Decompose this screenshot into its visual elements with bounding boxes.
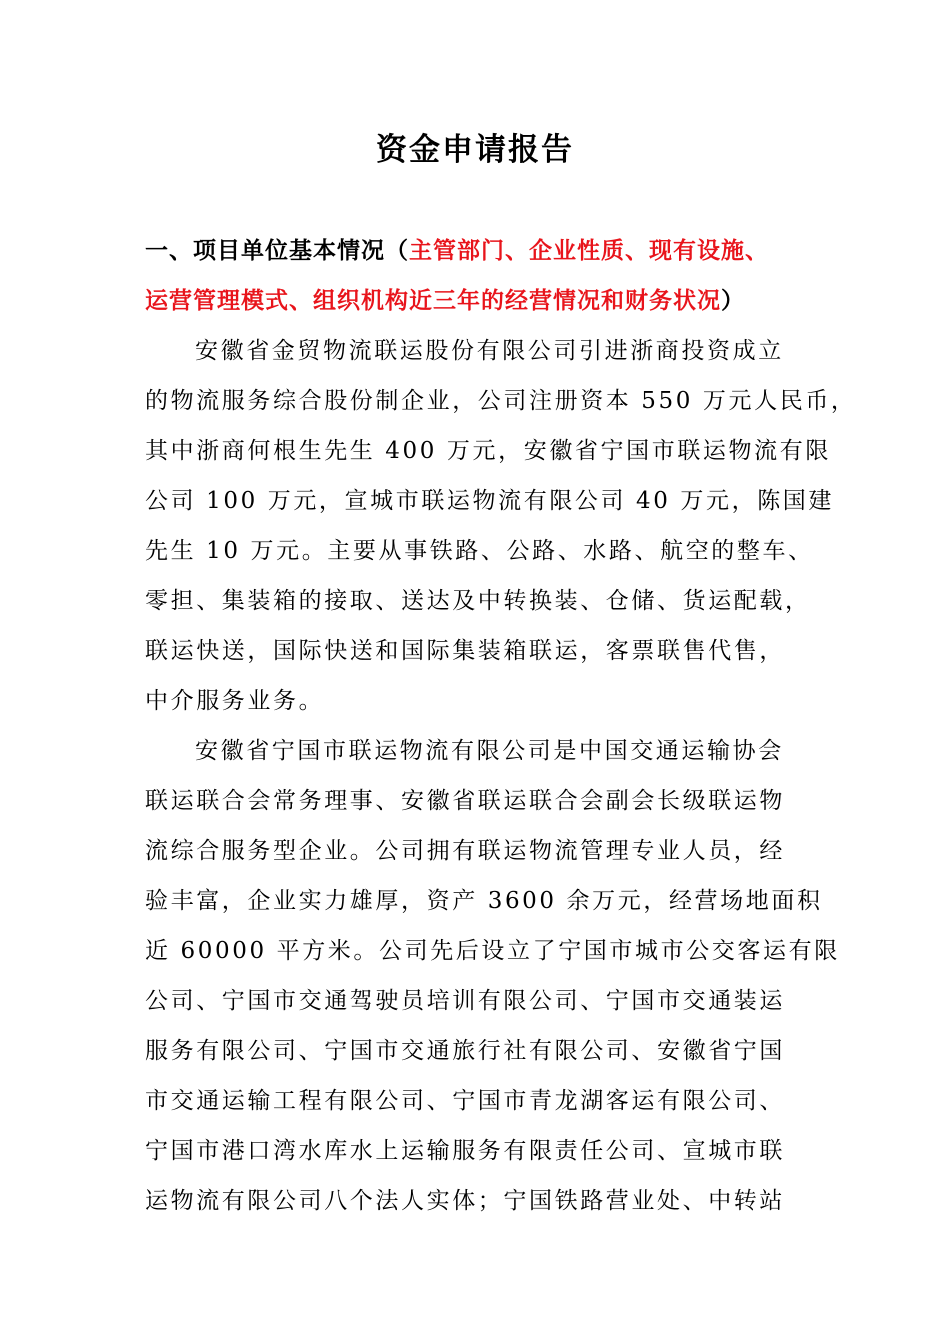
- section-heading-prefix: 一、项目单位基本情况（: [145, 237, 409, 264]
- paragraph-2-line: 运物流有限公司八个法人实体；宁国铁路营业处、中转站: [145, 1188, 785, 1214]
- paragraph-1-line: 零担、集装箱的接取、送达及中转换装、仓储、货运配载，: [145, 588, 811, 614]
- paragraph-2-line: 安徽省宁国市联运物流有限公司是中国交通运输协会: [195, 738, 784, 764]
- paragraph-2-line: 市交通运输工程有限公司、宁国市青龙湖客运有限公司、: [145, 1088, 785, 1114]
- paragraph-2-line: 宁国市港口湾水库水上运输服务有限责任公司、宣城市联: [145, 1138, 785, 1164]
- section-heading-line-2: [145, 286, 835, 316]
- paragraph-1-line: 的物流服务综合股份制企业，公司注册资本 550 万元人民币，: [145, 388, 857, 414]
- section-heading-suffix: ）: [721, 287, 745, 314]
- paragraph-2-line: 流综合服务型企业。公司拥有联运物流管理专业人员，经: [145, 838, 785, 864]
- paragraph-1-line: 中介服务业务。: [145, 688, 325, 714]
- paragraph-2-line: 公司、宁国市交通驾驶员培训有限公司、宁国市交通装运: [145, 988, 785, 1014]
- section-heading-line-1: [145, 236, 835, 266]
- paragraph-2-line: 验丰富，企业实力雄厚，资产 3600 余万元，经营场地面积: [145, 888, 823, 914]
- section-heading-red-part-1: 主管部门、企业性质、现有设施、: [409, 237, 769, 264]
- paragraph-2-line: 联运联合会常务理事、安徽省联运联合会副会长级联运物: [145, 788, 785, 814]
- paragraph-2-line: 近 60000 平方米。公司先后设立了宁国市城市公交客运有限: [145, 938, 840, 964]
- section-heading-red-part-2: 运营管理模式、组织机构近三年的经营情况和财务状况: [145, 287, 721, 314]
- document-title: 资金申请报告: [376, 132, 574, 168]
- paragraph-2-line: 服务有限公司、宁国市交通旅行社有限公司、安徽省宁国: [145, 1038, 785, 1064]
- paragraph-1-line: 联运快送，国际快送和国际集装箱联运，客票联售代售，: [145, 638, 785, 664]
- paragraph-1-line: 其中浙商何根生先生 400 万元，安徽省宁国市联运物流有限: [145, 438, 831, 464]
- paragraph-1-line: 安徽省金贸物流联运股份有限公司引进浙商投资成立: [195, 338, 784, 364]
- paragraph-1-line: 公司 100 万元，宣城市联运物流有限公司 40 万元，陈国建: [145, 488, 835, 514]
- paragraph-1-line: 先生 10 万元。主要从事铁路、公路、水路、航空的整车、: [145, 538, 814, 564]
